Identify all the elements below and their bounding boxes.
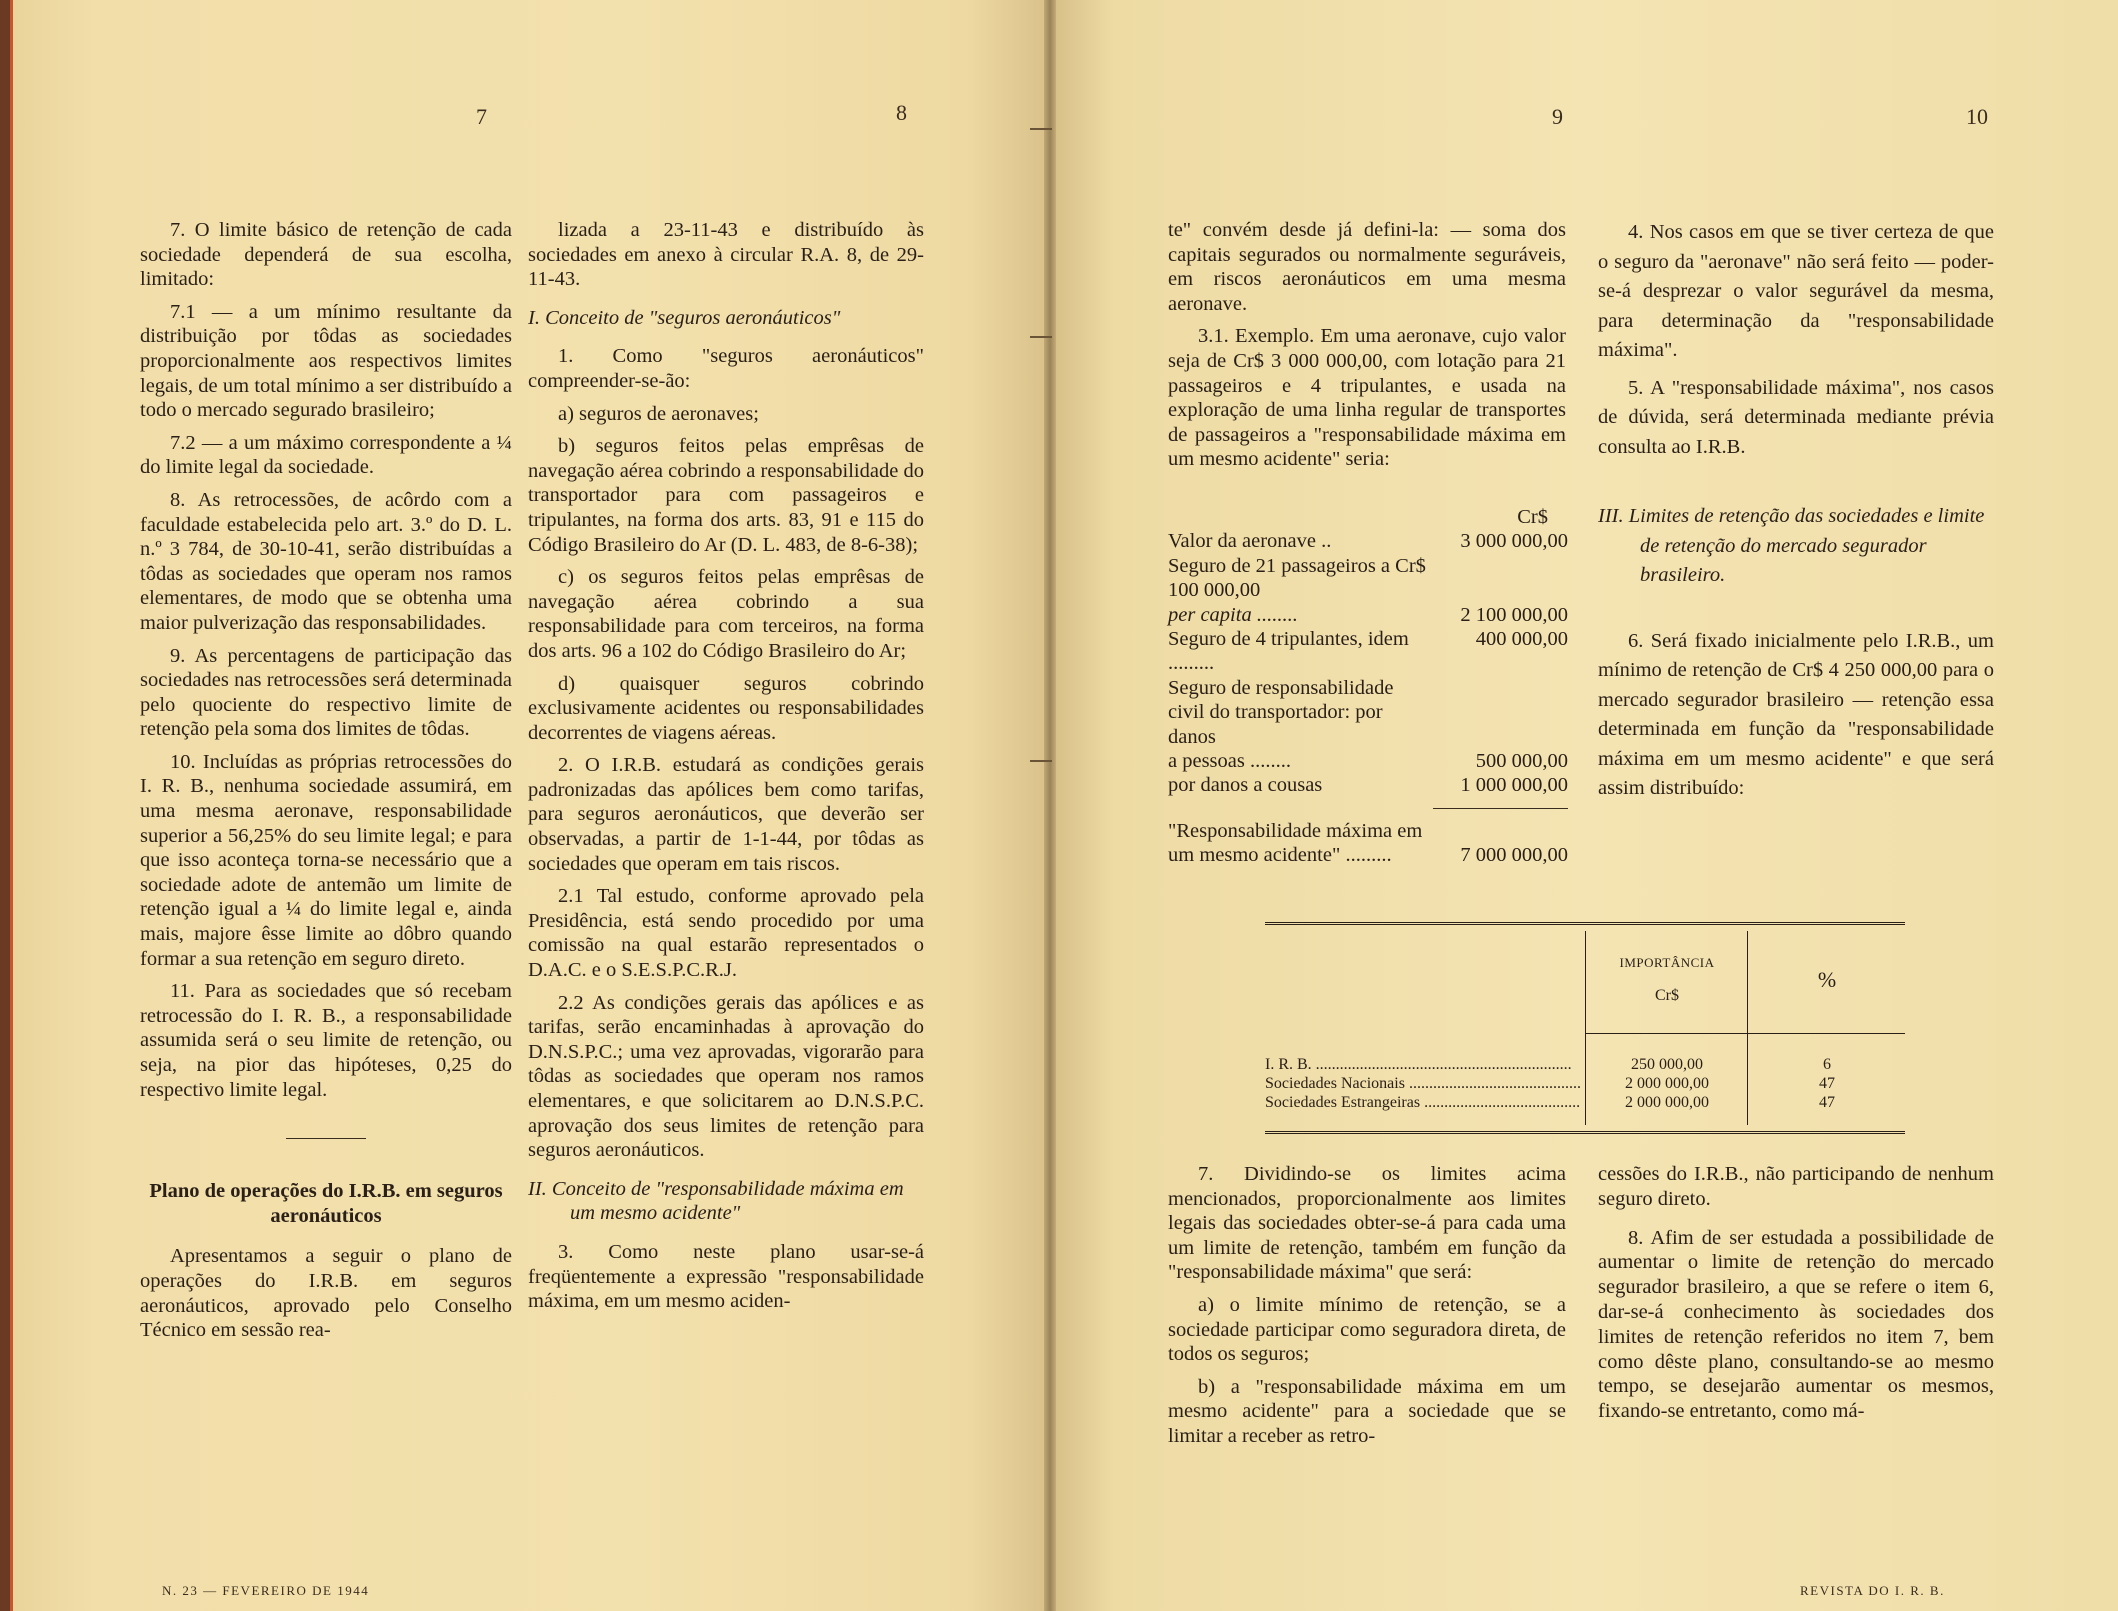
paragraph: 6. Será fixado inicialmente pelo I.R.B., um mínimo de retenção de Cr$ 4 250 000,00 para o mercado segurador brasileiro — retenção essa determinada em função da "responsabilidade máxima em um mesmo acidente" e que será assim distribuído: — [1598, 629, 1994, 799]
row-label: a pessoas ........ — [1168, 750, 1291, 773]
example-row — [1168, 749, 1568, 773]
column-page-10-top — [1598, 218, 1994, 812]
section-divider — [286, 1138, 366, 1139]
cell-name: Sociedades Estrangeiras ..... — [1265, 1093, 1581, 1113]
list-item: b) seguros feitos pelas emprêsas de navegação aérea cobrindo a responsabilidade do transportador para com passageiros e tripulantes, na forma dos arts. 83, 91 e 115 do Código Brasileiro do Ar (D. L. 483, de 8-6-38); — [528, 435, 924, 556]
column-page-9-top — [1168, 218, 1566, 480]
row-value — [1428, 676, 1568, 749]
table-row — [1265, 1074, 1905, 1094]
total-label: "Responsabilidade máxima em um mesmo acidente" ......... — [1168, 819, 1423, 867]
paragraph: cessões do I.R.B., não participando de nenhum seguro direto. — [1598, 1163, 1994, 1210]
example-row — [1168, 529, 1568, 553]
footer-issue: N. 23 — FEVEREIRO DE 1944 — [162, 1583, 370, 1598]
paragraph: 3.1. Exemplo. Em uma aeronave, cujo valor seja de Cr$ 3 000 000,00, com lotação para 21 passageiros e 4 tripulantes, e usada na exploração de uma linha regular de transportes de passageiros a "responsabilidade máxima em um mesmo acidente" seria: — [1168, 325, 1566, 471]
paragraph: 2. O I.R.B. estudará as condições gerais padronizadas das apólices bem como tarifas, para seguros aeronáuticos, que deverão ser observadas, a partir de 1-1-44, por tôdas as sociedades que operam em tais riscos. — [528, 754, 924, 875]
row-label: Seguro de 21 passageiros a Cr$ 100 000,00 — [1168, 554, 1426, 602]
paragraph: 4. Nos casos em que se tiver certeza de que o seguro da "aeronave" não será feito — poder-se-á desprezar o valor segurável da mesma, para determinação da "responsabilidade máxima". — [1598, 221, 1994, 361]
list-item: c) os seguros feitos pelas emprêsas de navegação aérea cobrindo a sua responsabilidade para com terceiros, na forma dos arts. 96 a 102 do Código Brasileiro do Ar; — [528, 566, 924, 662]
paragraph: 1. Como "seguros aeronáuticos" compreender-se-ão: — [528, 345, 924, 392]
column-header-currency: Cr$ — [1655, 987, 1679, 1004]
paragraph: 9. As percentagens de participação das sociedades nas retrocessões será determinada pelo quociente do respectivo limite de retenção pela soma dos limites de tôdas. — [140, 644, 512, 741]
footer-publication: REVISTA DO I. R. B. — [1800, 1583, 1945, 1598]
paragraph: 2.1 Tal estudo, conforme aprovado pela Presidência, está sendo procedido por uma comissão na qual estarão representados o D.A.C. e o S.E.S.P.C.R.J. — [528, 885, 924, 982]
page-number: 7 — [476, 104, 487, 129]
paragraph: te" convém desde já defini-la: — soma dos capitais segurados ou normalmente seguráveis, em riscos aeronáuticos em uma mesma aeronave. — [1168, 219, 1566, 315]
table-divider — [1585, 1033, 1905, 1034]
section-heading: Plano de operações do I.R.B. em seguros aeronáuticos — [149, 1180, 503, 1227]
table-row — [1265, 1055, 1905, 1075]
column-page-9-bottom — [1168, 1162, 1566, 1457]
cell-pct: 6 — [1823, 1056, 1831, 1073]
book-gutter — [1044, 0, 1056, 1611]
section-title: II. Conceito de "responsabilidade máxima em um mesmo acidente" — [528, 1177, 904, 1225]
paragraph: 10. Incluídas as próprias retrocessões do I. R. B., nenhuma sociedade assumirá, em uma mesma aeronave, responsabilidade superior a 56,25% do seu limite legal; e para que isso aconteça torna-se necessário que a sociedade adote de antemão um limite de retenção igual a ¼ do limite legal e, ainda mais, majore êsse limite ao dôbro quando formar a sua retenção em seguro direto. — [140, 750, 512, 970]
section-title: III. Limites de retenção das sociedades e limite de retenção do mercado segurador brasileiro. — [1598, 505, 1985, 586]
paragraph: 2.2 As condições gerais das apólices e as tarifas, serão encaminhadas à aprovação do D.N.S.P.C.; uma vez aprovadas, vigorarão para tôdas as sociedades que operam nos ramos elementares, e que solicitarem ao D.N.S.P.C. aprovação dos seus limites de retenção para seguros aeronáuticos. — [528, 991, 924, 1162]
table-row — [1265, 1093, 1905, 1113]
paragraph: 3. Como neste plano usar-se-á freqüentemente a expressão "responsabilidade máxima, em um mesmo aciden- — [528, 1240, 924, 1313]
cell-importancia: 2 000 000,00 — [1625, 1075, 1709, 1092]
cell-importancia: 250 000,00 — [1631, 1056, 1703, 1073]
currency-label: Cr$ — [1517, 506, 1548, 528]
row-value: 1 000 000,00 — [1460, 774, 1568, 797]
total-rule — [1433, 808, 1568, 809]
fold-mark — [1030, 336, 1052, 338]
row-value: 400 000,00 — [1475, 628, 1568, 651]
cell-pct: 47 — [1819, 1075, 1835, 1092]
page-number: 10 — [1966, 104, 1988, 129]
retention-table — [1265, 922, 1905, 1134]
example-row — [1168, 676, 1568, 749]
column-page-7 — [140, 218, 512, 1351]
example-row — [1168, 603, 1568, 627]
column-header-importancia: IMPORTÂNCIA — [1619, 955, 1715, 970]
column-header-percent: % — [1817, 967, 1837, 992]
paragraph: lizada a 23-11-43 e distribuído às sociedades em anexo à circular R.A. 8, de 29-11-43. — [528, 219, 924, 291]
paragraph: 8. As retrocessões, de acôrdo com a faculdade estabelecida pelo art. 3.º do D. L. n.º 3 784, de 30-10-41, serão distribuídas a tôdas as sociedades que operam nos ramos elementares, de modo que se obtenha uma maior pulverização das responsabilidades. — [140, 488, 512, 634]
section-title: I. Conceito de "seguros aeronáuticos" — [528, 306, 841, 329]
list-item: d) quaisquer seguros cobrindo exclusivamente acidentes ou responsabilidades decorrentes de viagens aéreas. — [528, 672, 924, 744]
paragraph: 11. Para as sociedades que só recebam retrocessão do I. R. B., a responsabilidade assumida será o seu limite de retenção, ou seja, na pior das hipóteses, 0,25 do respectivo limite legal. — [140, 980, 512, 1101]
fold-mark — [1030, 128, 1052, 130]
paragraph: 7. Dividindo-se os limites acima mencionados, proporcionalmente aos limites legais das sociedades obter-se-á para cada uma um limite de retenção, também em função da "responsabilidade máxima" que será: — [1168, 1163, 1566, 1284]
fold-mark — [1030, 760, 1052, 762]
paragraph: 7.1 — a um mínimo resultante da distribuição por tôdas as sociedades proporcionalmente aos respectivos limites legais, de um total mínimo a ser distribuído a todo o mercado segurado brasileiro; — [140, 300, 512, 422]
page-number: 9 — [1552, 104, 1563, 129]
cell-importancia: 2 000 000,00 — [1625, 1094, 1709, 1111]
paragraph: 7. O limite básico de retenção de cada sociedade dependerá de sua escolha, limitado: — [140, 219, 512, 291]
row-value: 3 000 000,00 — [1460, 530, 1568, 553]
example-row — [1168, 627, 1568, 676]
paragraph: 5. A "responsabilidade máxima", nos casos de dúvida, será determinada mediante prévia consulta ao I.R.B. — [1598, 376, 1994, 458]
row-value: 2 100 000,00 — [1460, 603, 1568, 626]
cell-name: Sociedades Nacionais ..... — [1265, 1074, 1581, 1094]
total-value: 7 000 000,00 — [1460, 844, 1568, 867]
example-row — [1168, 554, 1568, 603]
row-label: per capita ........ — [1168, 603, 1298, 626]
example-row — [1168, 773, 1568, 797]
row-value — [1428, 554, 1568, 603]
row-label: Seguro de 4 tripulantes, idem ......... — [1168, 628, 1409, 675]
list-item: a) o limite mínimo de retenção, se a sociedade participar como seguradora direta, de todos os seguros; — [1168, 1293, 1566, 1366]
list-item: b) a "responsabilidade máxima em um mesmo acidente" para a sociedade que se limitar a receber as retro- — [1168, 1375, 1566, 1447]
row-label: Valor da aeronave .. — [1168, 530, 1332, 553]
example-total-row — [1168, 819, 1568, 868]
row-label: por danos a cousas — [1168, 774, 1323, 797]
paragraph: 8. Afim de ser estudada a possibilidade de aumentar o limite de retenção do mercado segurador brasileiro, a que se refere o item 6, dar-se-á conhecimento às sociedades dos limites de retenção referidos no item 7, bem como dêste plano, consultando-se ao mesmo tempo, se desejarão aumentar os mesmos, fixando-se entretanto, como má- — [1598, 1226, 1994, 1423]
row-label: Seguro de responsabilidade civil do transportador: por danos — [1168, 676, 1394, 748]
row-value: 500 000,00 — [1475, 750, 1568, 773]
page-number: 8 — [896, 100, 907, 125]
list-item: a) seguros de aeronaves; — [558, 402, 759, 425]
example-calculation — [1168, 505, 1568, 868]
cell-name: I. R. B. ..... — [1265, 1055, 1581, 1075]
column-page-10-bottom — [1598, 1162, 1994, 1432]
column-page-8 — [528, 218, 924, 1322]
paragraph: 7.2 — a um máximo correspondente a ¼ do limite legal da sociedade. — [140, 431, 512, 479]
paragraph: Apresentamos a seguir o plano de operações do I.R.B. em seguros aeronáuticos, aprovado pelo Conselho Técnico em sessão rea- — [140, 1245, 512, 1342]
cell-pct: 47 — [1819, 1094, 1835, 1111]
